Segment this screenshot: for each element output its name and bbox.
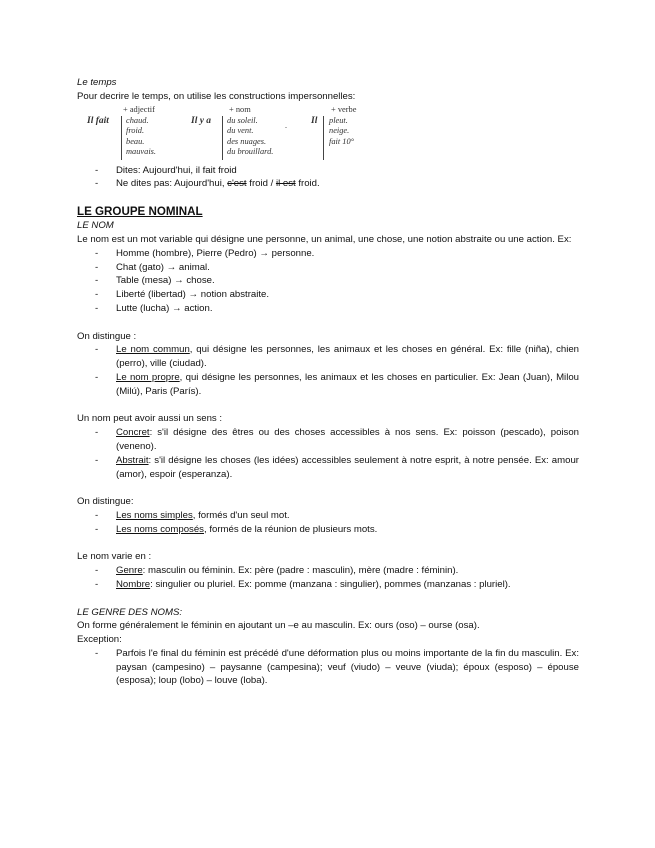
definition-paragraph: Le nom est un mot variable qui désigne une personne, un animal, une chose, une notion abstraite ou une action. Ex: <box>77 233 572 245</box>
term: Genre <box>116 565 143 577</box>
list-item <box>77 509 579 523</box>
paragraph: On distingue: <box>77 496 134 508</box>
section-heading: LE GROUPE NOMINAL <box>77 205 203 219</box>
term: Le nom commun <box>116 344 190 356</box>
distinction-list <box>77 343 579 398</box>
term-text: : s'il désigne les choses (les idées) accessibles seulement à notre esprit, à notre pensée. Ex: amour (amor), espoir (esperanza). <box>116 454 579 480</box>
nom-item: du soleil. <box>227 115 258 125</box>
paragraph: Exception: <box>77 634 122 646</box>
nom-item: du vent. <box>227 126 254 136</box>
lead-il-fait: Il fait <box>87 115 109 126</box>
term: Les noms simples <box>116 509 193 521</box>
spacer <box>77 592 579 606</box>
paragraph: On forme généralement le féminin en ajoutant un –e au masculin. Ex: ours (oso) – ourse (osa). <box>77 620 480 632</box>
term-text: : singulier ou pluriel. Ex: pomme (manzana : singulier), pommes (manzanas : pluriel). <box>150 578 511 590</box>
term-text: , qui désigne les personnes, les animaux et les choses en particulier. Ex: Jean (Juan), Milou (Milú), Paris (París). <box>116 371 579 397</box>
text-fragment: froid. <box>295 178 320 190</box>
nom-item: des nuages. <box>227 136 267 146</box>
list-item: - Table (mesa) → chose. <box>77 274 579 288</box>
header-adjectif: + adjectif <box>123 104 155 114</box>
header-nom: + nom <box>229 104 251 114</box>
temps-intro: Pour decrire le temps, on utilise les constructions impersonnelles: <box>77 90 356 102</box>
term-text: , formés d'un seul mot. <box>192 509 290 521</box>
subsection-title <box>77 606 579 620</box>
spacer <box>77 537 579 551</box>
column-verbes <box>329 116 354 148</box>
adjectif-item: froid. <box>126 126 145 136</box>
list-item <box>77 343 579 371</box>
bracket-line <box>222 116 223 160</box>
list-item <box>77 426 579 454</box>
paragraph: Le nom varie en : <box>77 551 152 563</box>
spacer <box>77 399 579 413</box>
term-text: , formés de la réunion de plusieurs mots. <box>203 523 378 535</box>
verbe-item: fait 10° <box>329 136 354 146</box>
paragraph: On distingue : <box>77 330 137 342</box>
nom-item: du brouillard. <box>227 147 274 157</box>
term: Nombre <box>116 578 151 590</box>
subsection-title: LE NOM <box>77 220 114 232</box>
list-item: - Chat (gato) → animal. <box>77 261 579 275</box>
list-item <box>77 523 579 537</box>
bracket-line <box>121 116 122 160</box>
document-page <box>77 76 579 688</box>
spacer <box>77 316 579 330</box>
header-verbe: + verbe <box>331 104 357 114</box>
adjectif-item: beau. <box>126 136 145 146</box>
forms-list <box>77 509 579 537</box>
term: Les noms composés <box>116 523 204 535</box>
text-fragment: Ne dites pas: Aujourd'hui, <box>116 178 228 190</box>
adjectif-item: chaud. <box>126 115 149 125</box>
exception-list <box>77 647 579 688</box>
term-text: , qui désigne les personnes, les animaux et les choses en général. Ex: fille (niña), chien (perro), ville (ciudad). <box>116 344 580 370</box>
list-item: - Homme (hombre), Pierre (Pedro) → personne. <box>77 247 579 261</box>
column-adjectifs <box>126 116 156 158</box>
genre-title-colon: : <box>179 606 183 618</box>
term: Concret <box>116 427 150 439</box>
list-item: - Parfois l'e final du féminin est précédé d'une déformation plus ou moins importante de la fin du masculin. Ex: paysan (campesino) – paysanne (campesina); veuf (viudo) – veuve (viuda); époux (esposo) – épouse (esposa); loup (lobo) – louve (loba). <box>77 647 579 688</box>
list-item <box>77 371 579 399</box>
column-noms <box>227 116 273 158</box>
temps-usage-list <box>77 164 579 192</box>
list-item <box>77 454 579 482</box>
lead-il: Il <box>311 115 318 126</box>
list-item <box>77 578 579 592</box>
sens-list <box>77 426 579 481</box>
temps-title: Le temps <box>77 77 117 88</box>
examples-list <box>77 247 579 316</box>
text-fragment: froid / <box>246 178 276 190</box>
bracket-line <box>323 116 324 160</box>
grammar-table <box>77 105 579 161</box>
term: Abstrait <box>116 454 149 466</box>
list-item <box>77 564 579 578</box>
variation-list <box>77 564 579 592</box>
struck-word: il est <box>275 178 296 190</box>
struck-word: c'est <box>227 178 247 190</box>
term: Le nom propre <box>116 371 180 383</box>
verbe-item: pleut. <box>329 115 348 125</box>
separator-dot: . <box>285 120 287 130</box>
lead-il-y-a: Il y a <box>191 115 212 126</box>
list-item: - Dites: Aujourd'hui, il fait froid <box>77 164 579 178</box>
paragraph: Un nom peut avoir aussi un sens : <box>77 413 223 425</box>
term-text: : s'il désigne des êtres ou des choses accessibles à nos sens. Ex: poisson (pescado), poison (veneno). <box>116 427 579 452</box>
list-item <box>77 177 579 191</box>
term-text: : masculin ou féminin. Ex: père (padre : masculin), mère (madre : féminin). <box>142 565 459 577</box>
genre-title: LE GENRE DES NOMS <box>77 606 180 618</box>
spacer <box>77 481 579 495</box>
adjectif-item: mauvais. <box>126 147 157 157</box>
list-item: - Lutte (lucha) → action. <box>77 302 579 316</box>
verbe-item: neige. <box>329 126 350 136</box>
list-item: - Liberté (libertad) → notion abstraite. <box>77 288 579 302</box>
